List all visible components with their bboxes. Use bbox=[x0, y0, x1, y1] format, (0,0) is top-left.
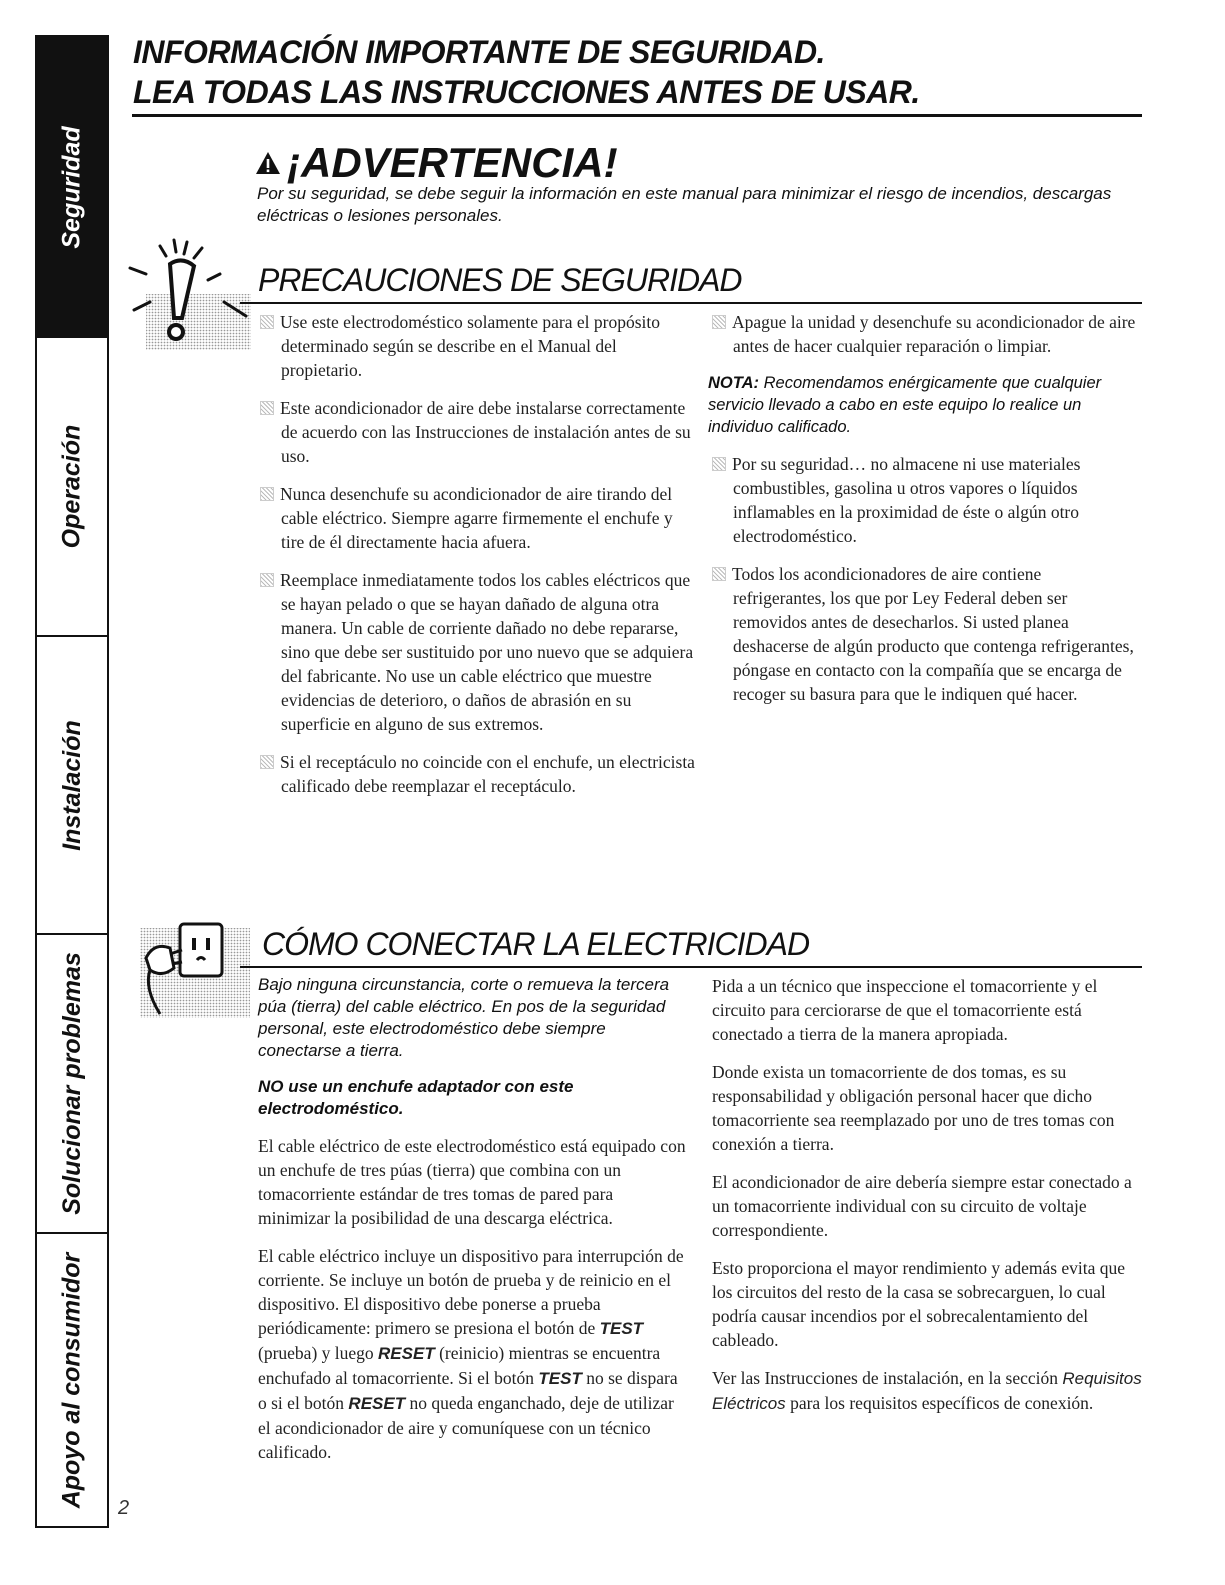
bullet-icon bbox=[712, 567, 726, 581]
electricity-rule bbox=[240, 966, 1142, 968]
bullet-icon bbox=[712, 315, 726, 329]
precautions-left-column bbox=[256, 310, 696, 812]
warning-subtitle: Por su seguridad, se debe seguir la información en este manual para minimizar el riesgo de incendios, descargas eléctricas o lesiones personales. bbox=[257, 184, 1112, 225]
bullet-icon bbox=[260, 573, 274, 587]
precaution-item: Apague la unidad y desenchufe su acondicionador de aire antes de hacer cualquier reparación o limpiar. bbox=[708, 310, 1138, 358]
tab-apoyo-consumidor[interactable] bbox=[35, 1234, 109, 1528]
page-number: 2 bbox=[118, 1497, 130, 1519]
precaution-item: Todos los acondicionadores de aire contiene refrigerantes, los que por Ley Federal deben ser removidos antes de desecharlos. Si usted planea deshacerse de algún producto que contenga refrigerantes, póngase en contacto con la compañía que se encarga de recoger su basura para que le indiquen qué hacer. bbox=[708, 562, 1138, 706]
test-label: TEST bbox=[599, 1319, 644, 1338]
precaution-item: Use este electrodoméstico solamente para el propósito determinado según se describe en el Manual del propietario. bbox=[256, 310, 696, 382]
header-rule bbox=[132, 114, 1142, 117]
electricity-title: CÓMO CONECTAR LA ELECTRICIDAD bbox=[262, 926, 810, 962]
tab-instalacion[interactable] bbox=[35, 637, 109, 935]
bullet-icon bbox=[260, 487, 274, 501]
reset-label: RESET bbox=[378, 1344, 435, 1363]
section-reference: Requisitos Eléctricos bbox=[712, 1369, 1142, 1413]
precaution-item: Nunca desenchufe su acondicionador de aire tirando del cable eléctrico. Siempre agarre firmemente el enchufe y tire de él directamente hacia afuera. bbox=[256, 482, 696, 554]
sidebar-tabs bbox=[35, 35, 107, 1528]
paragraph: El cable eléctrico de este electrodoméstico está equipado con un enchufe de tres púas (tierra) que combina con un tomacorriente estándar de tres tomas de pared para minimizar la posibilidad de una descarga eléctrica. bbox=[258, 1136, 686, 1228]
title-line-1: INFORMACIÓN IMPORTANTE DE SEGURIDAD. bbox=[133, 34, 825, 70]
precautions-title: PRECAUCIONES DE SEGURIDAD bbox=[258, 262, 742, 298]
precaution-item: Este acondicionador de aire debe instalarse correctamente de acuerdo con las Instrucciones de instalación antes de su uso. bbox=[256, 396, 696, 468]
warning-title-text: ¡ADVERTENCIA! bbox=[287, 139, 618, 186]
note-label: NOTA: bbox=[708, 374, 760, 392]
paragraph: El cable eléctrico incluye un dispositivo para interrupción de corriente. Se incluye un botón de prueba y de reinicio en el dispositivo. El dispositivo debe ponerse a prueba periódicamente: primero se presiona el botón de TEST (prueba) y luego RESET (reinicio) mientras se encuentra enchufado al tomacorriente. Si el botón TEST no se dispara o si el botón RESET no queda enganchado, deje de utilizar el acondicionador de aire y comuníquese con un técnico calificado. bbox=[258, 1246, 684, 1462]
warning-triangle-icon bbox=[255, 151, 281, 175]
plug-outlet-icon bbox=[140, 918, 262, 1026]
tab-label: Apoyo al consumidor bbox=[57, 1252, 86, 1508]
page-title bbox=[133, 32, 1143, 112]
grounding-warning: Bajo ninguna circunstancia, corte o remueva la tercera púa (tierra) del cable eléctrico. En pos de la seguridad personal, este electrodoméstico debe siempre conectarse a tierra. bbox=[258, 975, 670, 1060]
tab-operacion[interactable] bbox=[35, 338, 109, 637]
paragraph: Pida a un técnico que inspeccione el tomacorriente y el circuito para cerciorarse de que el tomacorriente está conectado a tierra de la manera apropiada. bbox=[712, 976, 1098, 1044]
paragraph: Ver las Instrucciones de instalación, en la sección Requisitos Eléctricos para los requisitos específicos de conexión. bbox=[712, 1368, 1142, 1413]
paragraph: Esto proporciona el mayor rendimiento y además evita que los circuitos del resto de la casa se sobrecarguen, lo cual podría causar incendios por el sobrecalentamiento del cableado. bbox=[712, 1258, 1126, 1350]
tab-seguridad[interactable] bbox=[35, 35, 109, 340]
precaution-item: Reemplace inmediatamente todos los cables eléctricos que se hayan pelado o que se hayan dañado de alguna otra manera. Un cable de corriente dañado no debe repararse, sino que debe ser sustituido por uno nuevo que se adquiera del fabricante. No use un cable eléctrico que muestre evidencias de deterioro, o daños de abrasión en su superficie en alguno de sus extremos. bbox=[256, 568, 696, 736]
note-text: Recomendamos enérgicamente que cualquier servicio llevado a cabo en este equipo lo realice un individuo calificado. bbox=[708, 374, 1102, 436]
title-line-2: LEA TODAS LAS INSTRUCCIONES ANTES DE USAR. bbox=[133, 74, 920, 110]
exclamation-alert-icon bbox=[124, 236, 254, 351]
bullet-icon bbox=[260, 315, 274, 329]
reset-label: RESET bbox=[348, 1394, 406, 1413]
tab-solucionar-problemas[interactable] bbox=[35, 935, 109, 1234]
precaution-item: Por su seguridad… no almacene ni use materiales combustibles, gasolina u otros vapores o líquidos inflamables en la proximidad de éste o algún otro electrodoméstico. bbox=[708, 452, 1138, 548]
tab-label: Operación bbox=[57, 424, 86, 549]
tab-label: Seguridad bbox=[57, 126, 86, 249]
precautions-right-column bbox=[708, 310, 1138, 720]
note bbox=[708, 372, 1138, 438]
precautions-rule bbox=[240, 302, 1142, 304]
warning-title bbox=[255, 138, 618, 188]
bullet-icon bbox=[260, 755, 274, 769]
tab-label: Instalación bbox=[57, 719, 86, 851]
electricity-right-column bbox=[712, 974, 1142, 1430]
adapter-warning: NO use un enchufe adaptador con este electrodoméstico. bbox=[258, 1077, 574, 1118]
paragraph: Donde exista un tomacorriente de dos tomas, es su responsabilidad y obligación personal hacer que dicho tomacorriente sea reemplazado por uno de tres tomas con conexión a tierra. bbox=[712, 1062, 1115, 1154]
bullet-icon bbox=[260, 401, 274, 415]
bullet-icon bbox=[712, 457, 726, 471]
electricity-left-column bbox=[258, 974, 688, 1478]
tab-label: Solucionar problemas bbox=[57, 952, 86, 1215]
paragraph: El acondicionador de aire debería siempre estar conectado a un tomacorriente individual con su circuito de voltaje correspondiente. bbox=[712, 1172, 1132, 1240]
test-label: TEST bbox=[538, 1369, 582, 1388]
precaution-item: Si el receptáculo no coincide con el enchufe, un electricista calificado debe reemplazar el receptáculo. bbox=[256, 750, 696, 798]
